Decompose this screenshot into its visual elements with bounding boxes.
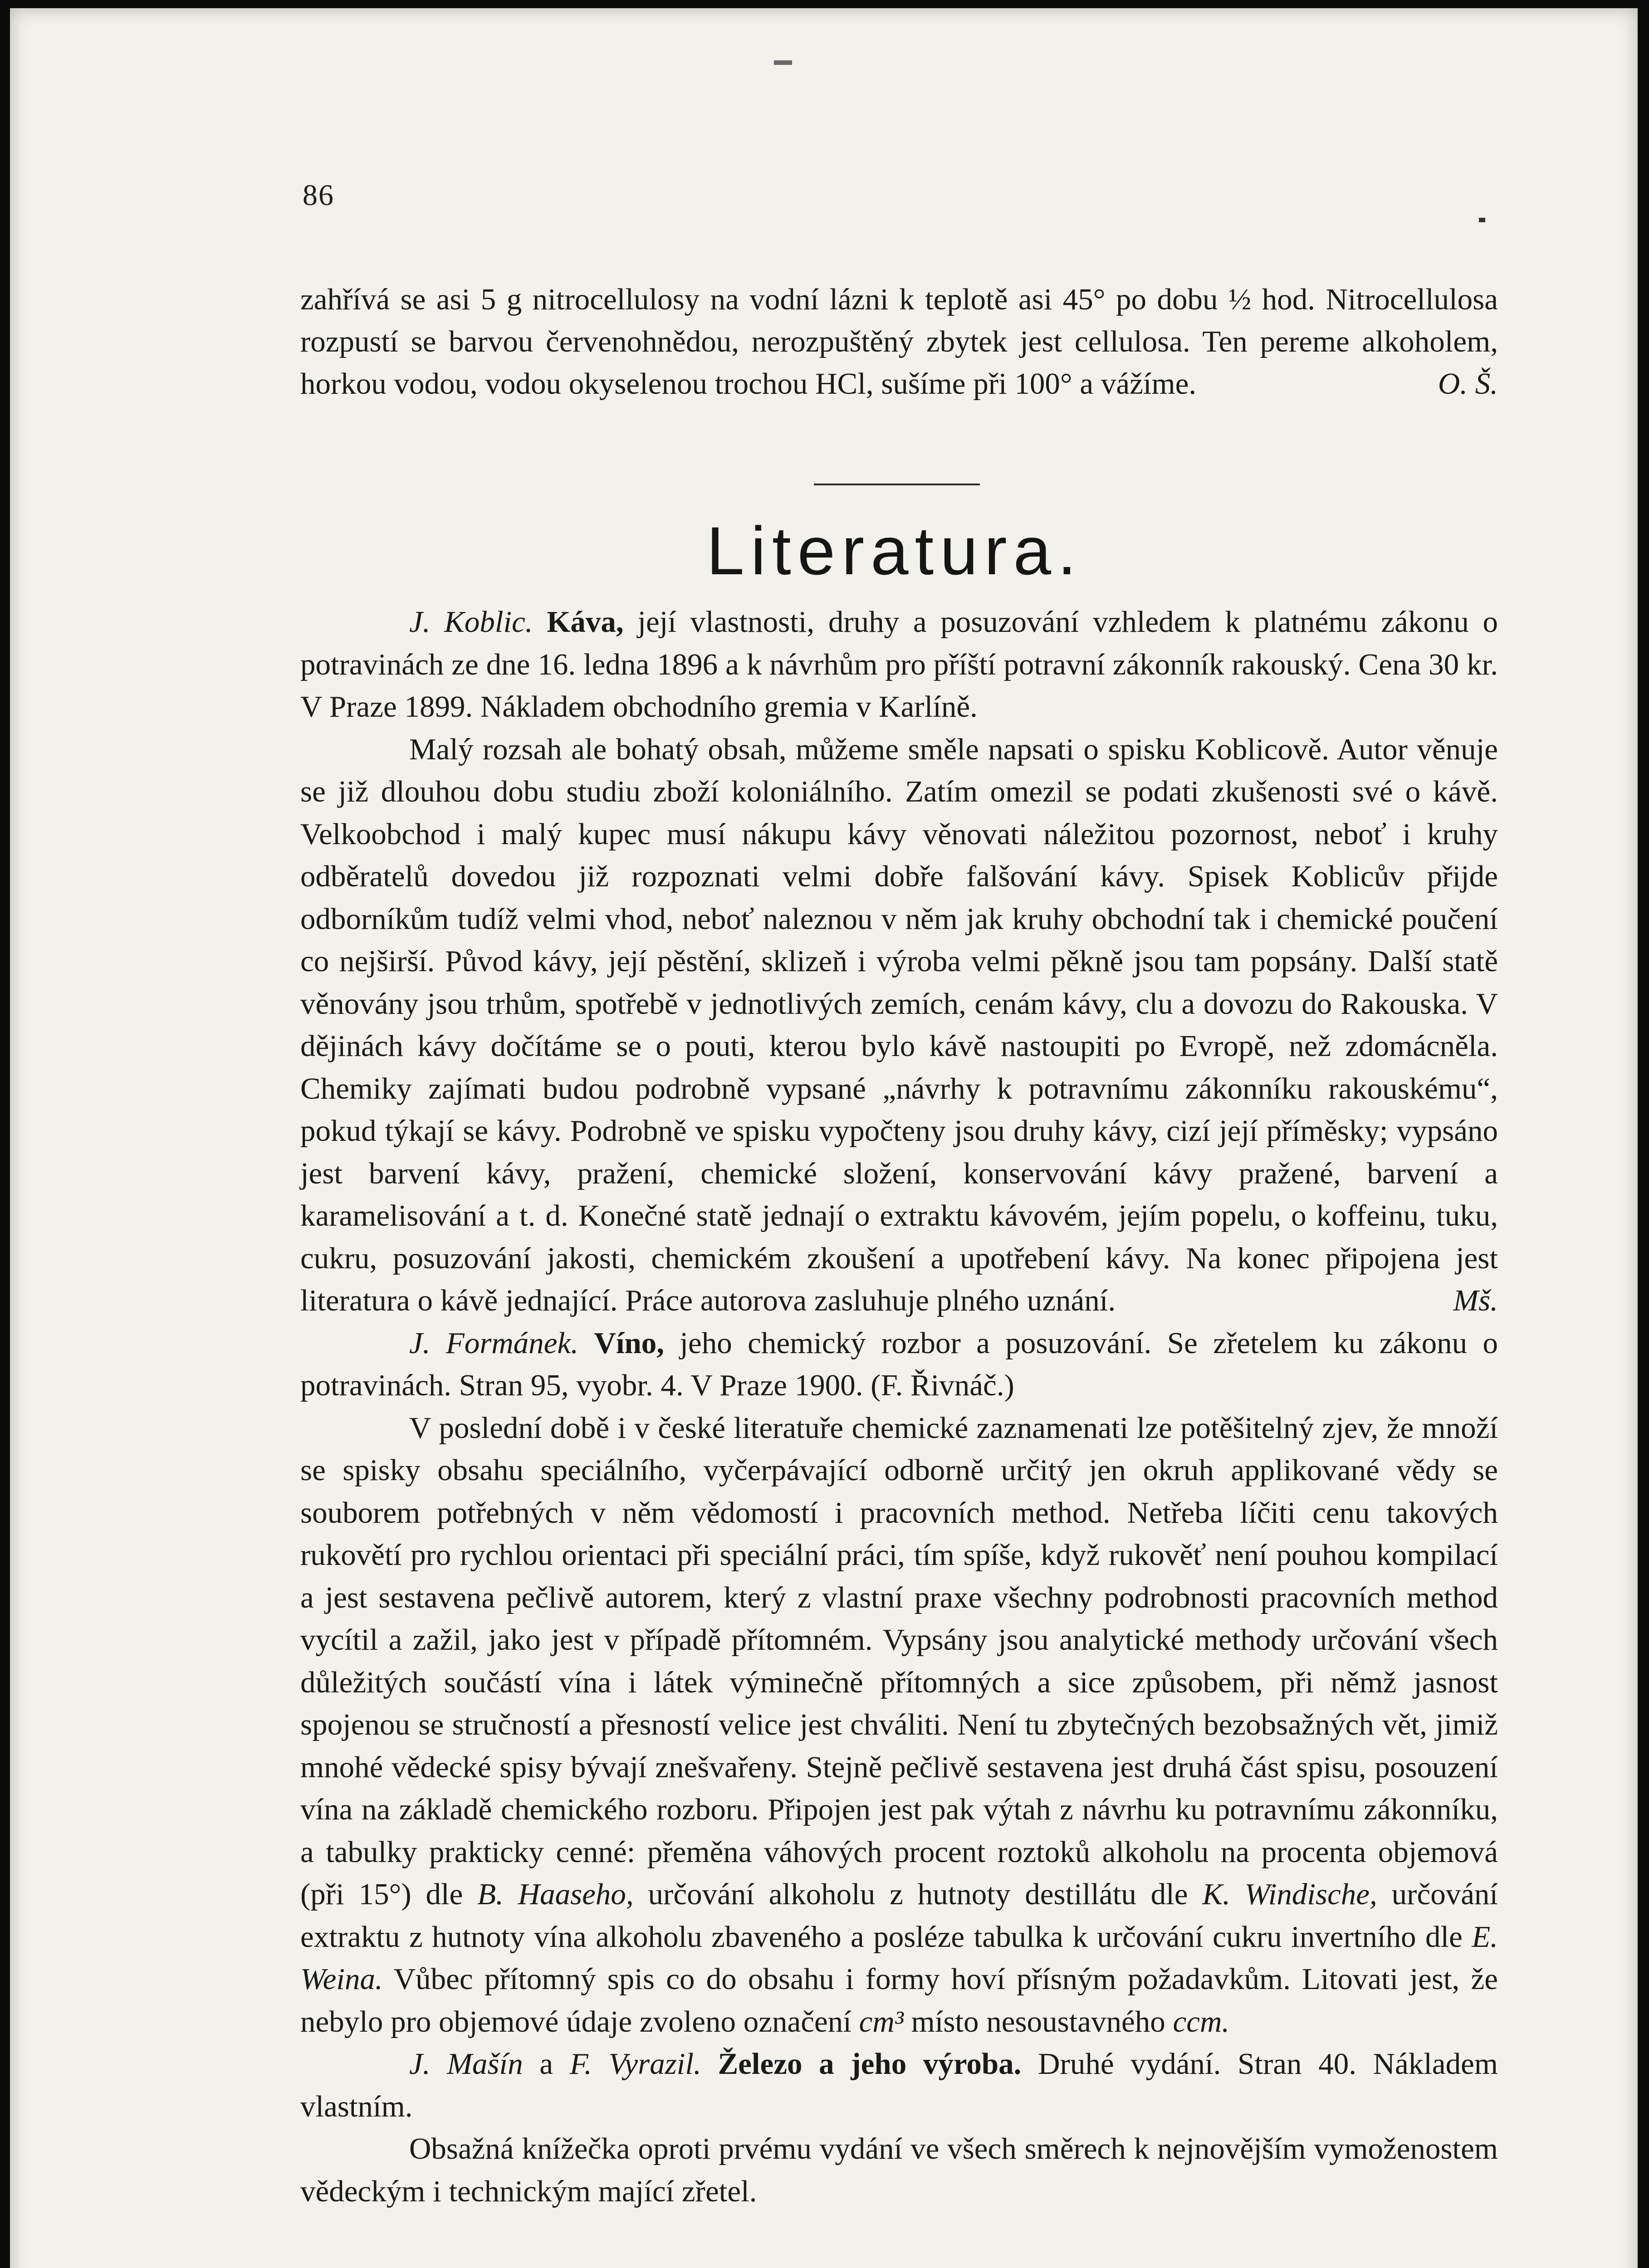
review-masin-title: Železo a jeho výroba. <box>718 2047 1022 2081</box>
review-masin-body <box>300 2128 1498 2213</box>
review-formanek-text-2: určování alkoholu z hutnoty destillátu dle <box>648 1877 1188 1911</box>
scan-mark-top <box>774 60 792 65</box>
review-formanek-text-4: Vůbec přítomný spis co do obsahu i formy hoví přísným požadavkům. Litovati jest, že nebylo pro objemové údaje zvoleno označení <box>300 1962 1498 2038</box>
review-formanek-body <box>300 1407 1498 2043</box>
review-formanek-details: jeho chemický rozbor a posuzování. Se zřetelem ku zákonu o potravinách. Stran 95, vyobr. 4. V Praze 1900. (F. Řivnáč.) <box>300 1326 1498 1402</box>
review-koblic-text: Malý rozsah ale bohatý obsah, můžeme směle napsati o spisku Koblicově. Autor věnuje se již dlouhou dobu studiu zboží koloniálního. Zatím omezil se podati zkušenosti své o kávě. Velkoobchod i malý kupec musí nákupu kávy věnovati náležitou pozornost, neboť i kruhy odběratelů dovedou již rozpoznati velmi dobře falšování kávy. Spisek Koblicův přijde odborníkům tudíž velmi vhod, neboť naleznou v něm jak kruhy obchodní tak i chemické poučení co nejširší. Původ kávy, její pěstění, sklizeň i výroba velmi pěkně jsou tam popsány. Další statě věnovány jsou trhům, spotřebě v jednotlivých zemích, cenám kávy, clu a dovozu do Rakouska. V dějinách kávy dočítáme se o pouti, kterou bylo kávě nastoupiti po Evropě, než zdomácněla. Chemiky zajímati budou podrobně vypsané „návrhy k potravnímu zákonníku rakouskému“, pokud týkají se kávy. Podrobně ve spisku vypočteny jsou druhy kávy, cizí její příměsky; vypsáno jest barvení kávy, pražení, chemické složení, konservování kávy pražené, barvení a karamelisování a t. d. Konečné statě jednají o extraktu kávovém, jejím popelu, o koffeinu, tuku, cukru, posuzování jakosti, chemickém zkoušení a upotřebení kávy. Na konec připojena jest literatura o kávě jednající. Práce autorova zasluhuje plného uznání. <box>300 732 1498 1317</box>
page-number: 86 <box>303 179 334 212</box>
review-formanek-text-1: V poslední době i v české literatuře chemické zaznamenati lze potěšitelný zjev, že množí se spisky obsahu speciálního, vyčerpávající odborně určitý jen okruh applikované vědy se souborem potřebných v něm vědomostí i pracovních method. Netřeba líčiti cenu takových rukovětí pro rychlou orientaci při speciální práci, tím spíše, když rukověť není pouhou kompilací a jest sestavena pečlivě autorem, který z vlastní praxe všechny podrobnosti pracovních method vycítil a zažil, jako jest v případě přítomném. Vypsány jsou analytické methody určování všech důležitých součástí vína i látek výminečně přítomných a sice způsobem, při němž jasnost spojenou se stručností a přesností velice jest chváliti. Není tu zbytečných bezobsažných vět, jimiž mnohé vědecké spisy bývají znešvařeny. Stejně pečlivě sestavena jest druhá část spisu, posouzení vína na základě chemického rozboru. Připojen jest pak výtah z návrhu ku potravnímu zákonníku, a tabulky prakticky cenné: přeměna váhových procent roztoků alkoholu na procenta objemová (při 15°) dle <box>300 1411 1498 1911</box>
review-formanek-name-wein: E. Weina. <box>300 1920 1498 1996</box>
scanned-page <box>10 8 1638 2268</box>
review-formanek-name-haase: B. Haaseho, <box>477 1877 634 1911</box>
intro-body: zahřívá se asi 5 g nitrocellulosy na vodní lázni k teplotě asi 45° po dobu ½ hod. Nitrocellulosa rozpustí se barvou červenohnědou, nerozpuštěný zbytek jest cellulosa. Ten pereme alkoholem, horkou vodou, vodou okyselenou trochou HCl, sušíme při 100° a vážíme. <box>300 283 1498 401</box>
review-formanek-text-3: určování extraktu z hutnoty vína alkoholu zbaveného a posléze tabulka k určování cukru invertního dle <box>300 1877 1498 1954</box>
review-koblic-citation <box>300 601 1498 728</box>
review-koblic-body <box>300 728 1498 1322</box>
review-formanek-unit-cm3: cm³ <box>859 2004 904 2038</box>
review-koblic-author: J. Koblic. <box>409 605 533 639</box>
review-masin-text: Obsažná knížečka oproti prvému vydání ve všech směrech k nejnovějším vymoženostem vědeckým i technickým mající zřetel. <box>300 2132 1498 2208</box>
review-formanek-citation <box>300 1322 1498 1407</box>
intro-signature: O. Š. <box>1438 367 1498 401</box>
review-formanek-title: Víno, <box>594 1326 664 1360</box>
review-koblic-signature: Mš. <box>1453 1284 1498 1317</box>
review-formanek-text-5: místo nesoustavného <box>911 2004 1165 2038</box>
scan-mark-right <box>1479 218 1485 222</box>
review-masin-details: Druhé vydání. Stran 40. Nákladem vlastním. <box>300 2047 1498 2123</box>
review-formanek-author: J. Formánek. <box>409 1326 579 1360</box>
review-formanek-name-windisch: K. Windische, <box>1202 1877 1377 1911</box>
review-masin-conjunction: a <box>539 2047 553 2081</box>
intro-paragraph <box>300 279 1498 405</box>
review-koblic-title: Káva, <box>547 605 624 639</box>
literature-reviews <box>300 601 1498 2213</box>
review-formanek-unit-ccm: ccm. <box>1173 2004 1230 2038</box>
review-koblic-details: její vlastnosti, druhy a posuzování vzhledem k platnému zákonu o potravinách ze dne 16. ledna 1896 a k návrhům pro příští potravní zákonník rakouský. Cena 30 kr. V Praze 1899. Nákladem obchodního gremia v Karlíně. <box>300 605 1498 723</box>
intro-text <box>300 279 1498 405</box>
review-masin-author-2: F. Vyrazil. <box>569 2047 701 2081</box>
section-heading: Literatura. <box>706 513 1083 589</box>
section-divider <box>814 484 980 485</box>
review-masin-author-1: J. Mašín <box>409 2047 523 2081</box>
review-masin-citation <box>300 2043 1498 2128</box>
